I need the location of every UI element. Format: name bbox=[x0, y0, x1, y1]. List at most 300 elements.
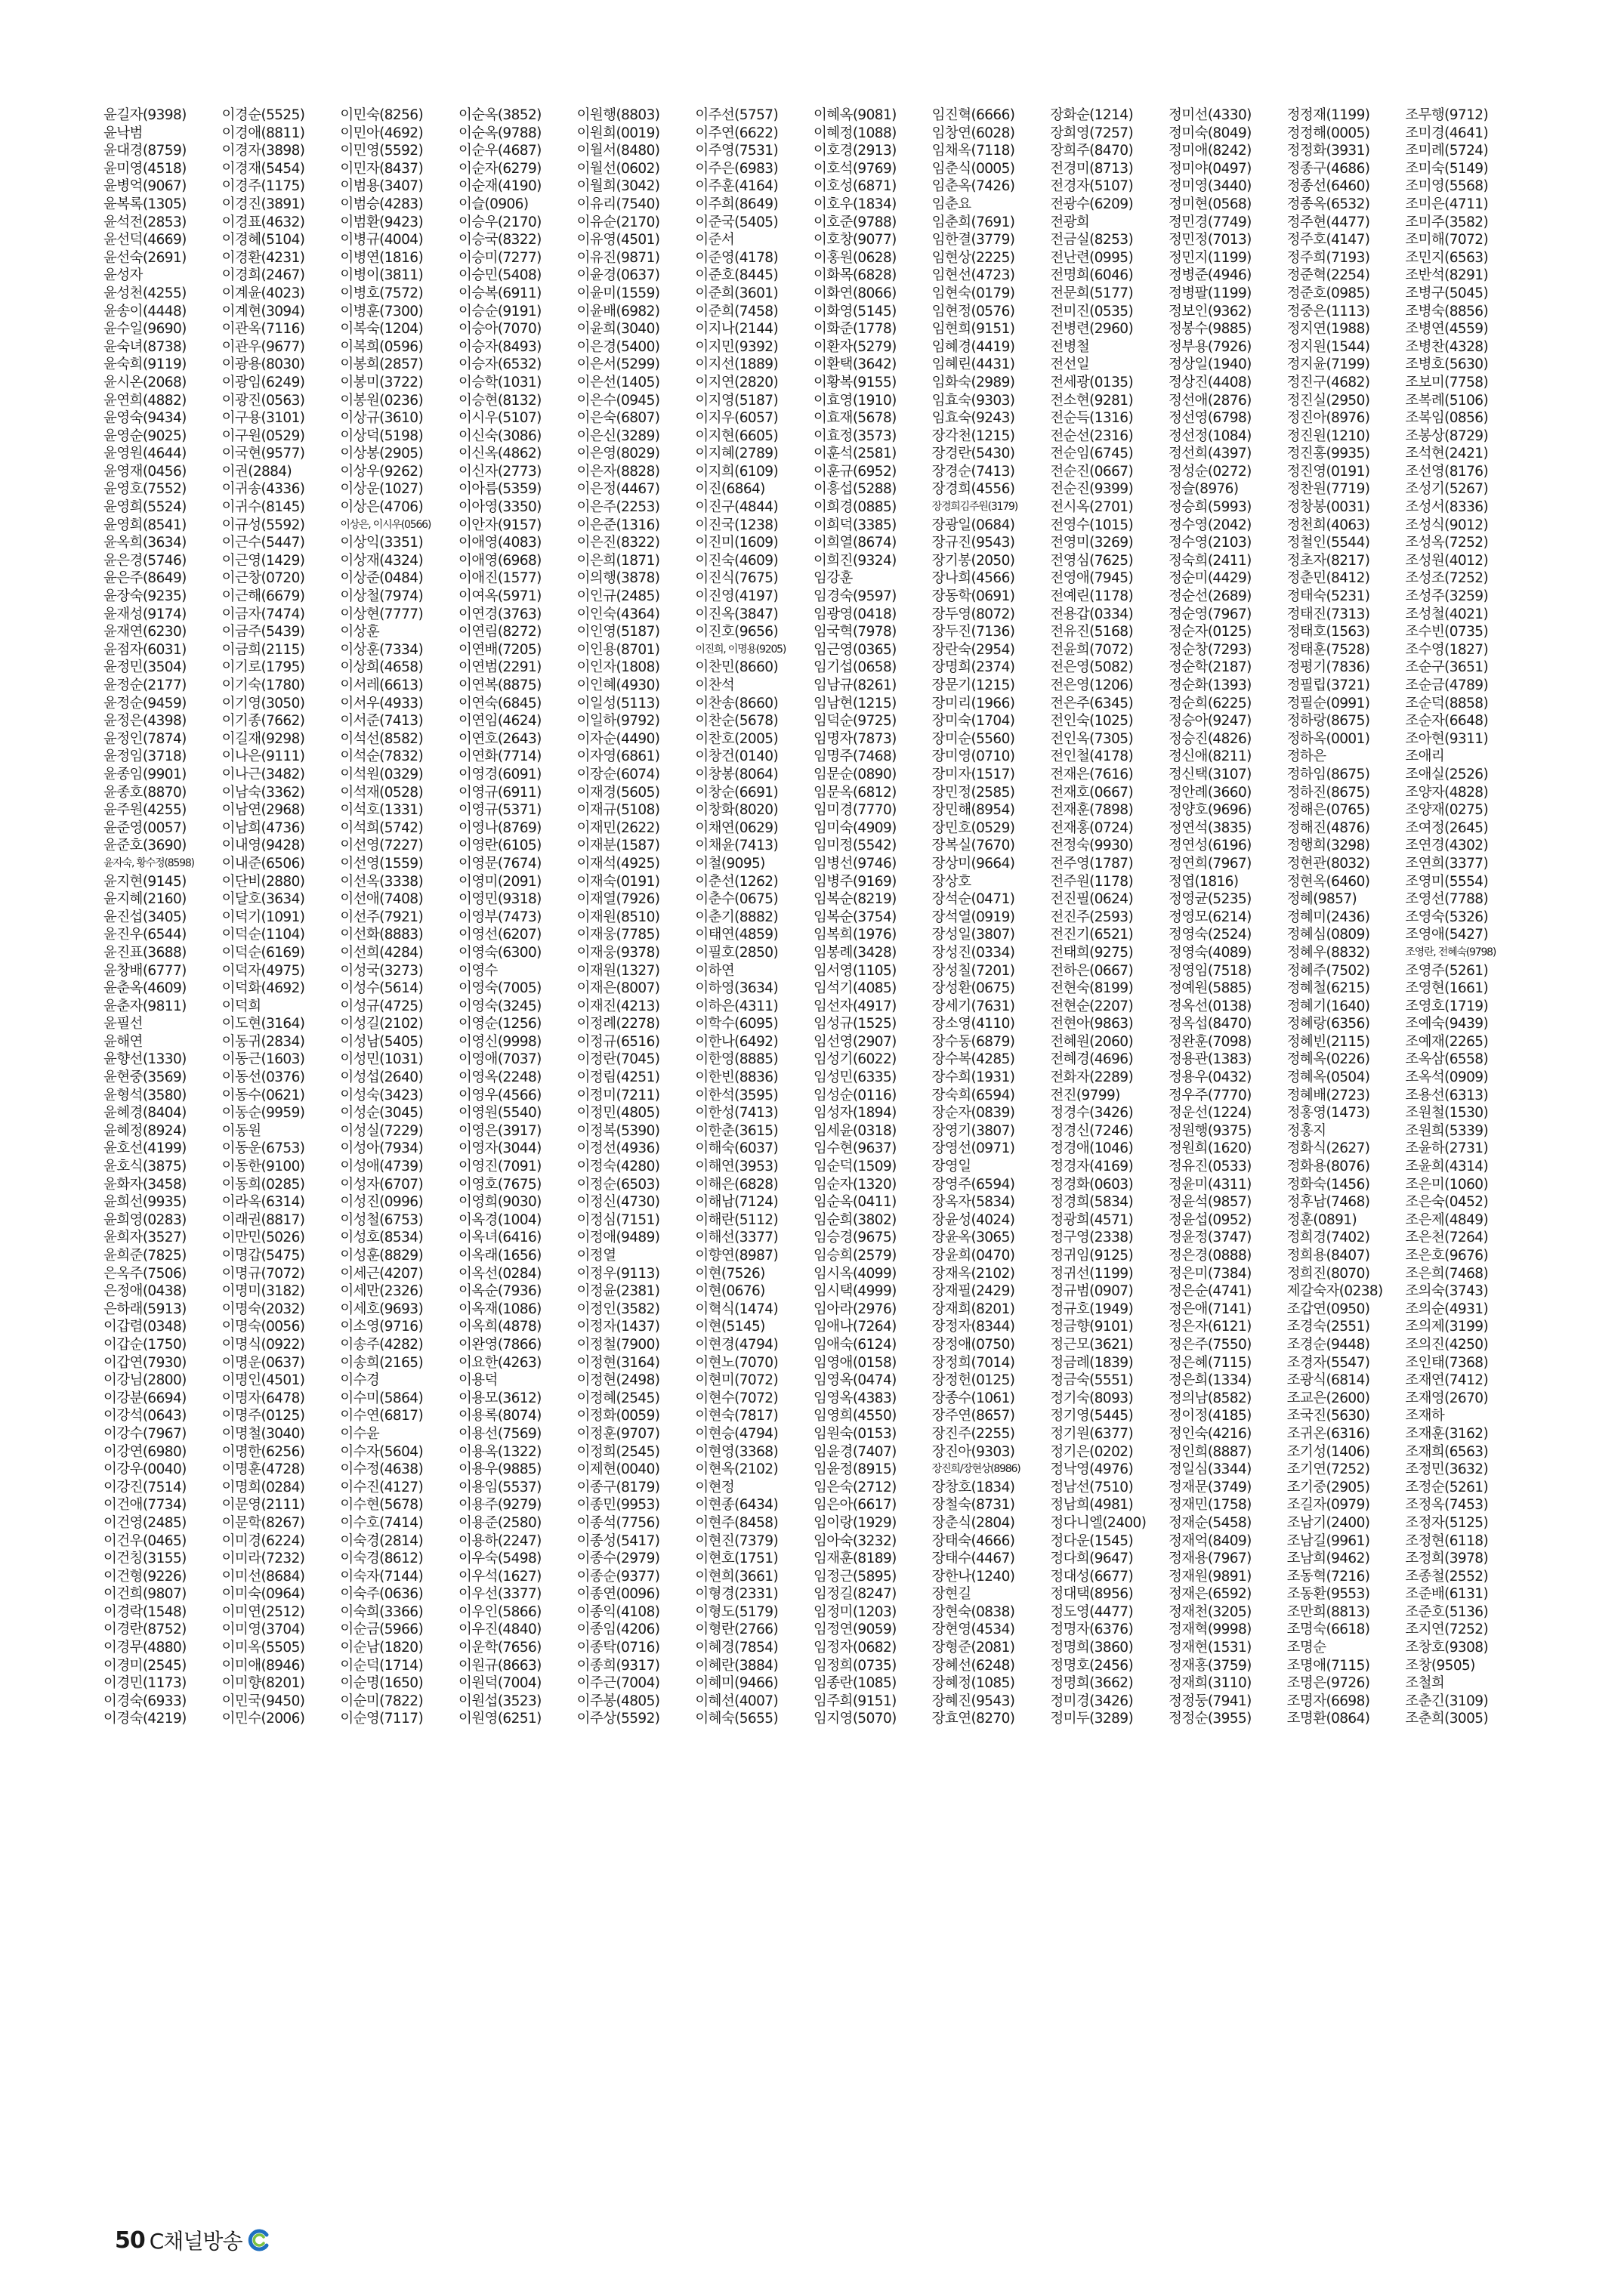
list-item: 임영옥(4383) bbox=[814, 1390, 897, 1406]
list-item: 이한나(6492) bbox=[695, 1033, 779, 1050]
list-item: 조보미(7758) bbox=[1405, 374, 1489, 390]
list-item: 정미두(3289) bbox=[1050, 1711, 1134, 1727]
list-item: 이경숙(6933) bbox=[103, 1693, 187, 1709]
list-item: 이인자(1808) bbox=[576, 659, 660, 676]
list-item: 이순금(5966) bbox=[340, 1622, 424, 1638]
name-column bbox=[1405, 106, 1524, 2134]
list-item: 이정현(3164) bbox=[576, 1354, 660, 1371]
list-item: 정평기(7836) bbox=[1286, 659, 1370, 676]
list-item: 장두영(8072) bbox=[931, 606, 1015, 622]
list-item: 이숙경(8612) bbox=[340, 1551, 424, 1567]
list-item: 임성규(1525) bbox=[814, 1016, 897, 1032]
list-item: 정정순(3955) bbox=[1169, 1711, 1252, 1727]
list-item: 조종철(2552) bbox=[1405, 1568, 1489, 1585]
list-item: 이동원 bbox=[221, 1122, 261, 1139]
list-item: 이신숙(3086) bbox=[458, 427, 542, 444]
list-item: 정찬원(7719) bbox=[1286, 481, 1370, 498]
list-item: 정미야(0497) bbox=[1169, 160, 1252, 177]
list-item: 정해진(4876) bbox=[1286, 819, 1370, 836]
list-item: 이환자(5279) bbox=[814, 338, 897, 355]
list-item: 이경순(5525) bbox=[221, 107, 305, 123]
list-item: 전재은(7616) bbox=[1050, 766, 1134, 782]
list-item: 이성실(7229) bbox=[340, 1122, 424, 1139]
list-item: 윤점자(6031) bbox=[103, 641, 187, 658]
list-item: 이흥섭(5288) bbox=[814, 481, 897, 498]
list-item: 이금자(7474) bbox=[221, 606, 305, 622]
list-item: 이화영(5145) bbox=[814, 303, 897, 319]
list-item: 임세윤(0318) bbox=[814, 1122, 897, 1139]
list-item: 장경란(5430) bbox=[931, 446, 1015, 462]
list-item: 이하은(4311) bbox=[695, 998, 779, 1014]
list-item: 정금례(1839) bbox=[1050, 1354, 1134, 1371]
list-item: 장기봉(2050) bbox=[931, 552, 1015, 569]
list-item: 이지영(5187) bbox=[695, 392, 779, 409]
list-item: 임현정(0576) bbox=[931, 303, 1015, 319]
list-item: 조여정(2645) bbox=[1405, 819, 1489, 836]
list-item: 조준배(6131) bbox=[1405, 1586, 1489, 1603]
list-item: 이동운(6753) bbox=[221, 1140, 305, 1157]
list-item: 장옥자(5834) bbox=[931, 1194, 1015, 1211]
list-item: 조창호(9308) bbox=[1405, 1640, 1489, 1656]
list-item: 조창(9505) bbox=[1405, 1657, 1475, 1674]
list-item: 정기은(0202) bbox=[1050, 1443, 1134, 1460]
list-item: 조영숙(5326) bbox=[1405, 909, 1489, 925]
list-item: 은옥주(7506) bbox=[103, 1265, 187, 1282]
list-item: 이문학(8267) bbox=[221, 1514, 305, 1531]
list-item: 이옥경(1004) bbox=[458, 1211, 542, 1228]
list-item: 윤성천(4255) bbox=[103, 285, 187, 301]
list-item: 이은경(5400) bbox=[576, 338, 660, 355]
list-item: 정승진(4826) bbox=[1169, 730, 1252, 747]
list-item: 이미애(8946) bbox=[221, 1657, 305, 1674]
list-item: 임성자(1894) bbox=[814, 1105, 897, 1122]
list-item: 정부용(7926) bbox=[1169, 338, 1252, 355]
list-item: 이복희(0596) bbox=[340, 338, 424, 355]
list-item: 이남희(4736) bbox=[221, 819, 305, 836]
list-item: 정재은(6592) bbox=[1169, 1586, 1252, 1603]
list-item: 윤창배(6777) bbox=[103, 962, 187, 979]
list-item: 정희경(7402) bbox=[1286, 1230, 1370, 1246]
list-item: 이경애(8811) bbox=[221, 125, 305, 141]
list-item: 이소영(9716) bbox=[340, 1319, 424, 1335]
list-item: 윤해연 bbox=[103, 1033, 143, 1050]
list-item: 이기로(1795) bbox=[221, 659, 305, 676]
list-item: 정혜주(7502) bbox=[1286, 962, 1370, 979]
list-item: 조정희(3978) bbox=[1405, 1551, 1489, 1567]
list-item: 임정자(0682) bbox=[814, 1640, 897, 1656]
list-item: 조명순 bbox=[1286, 1640, 1326, 1656]
list-item: 조순금(4789) bbox=[1405, 677, 1489, 693]
list-item: 임아라(2976) bbox=[814, 1301, 897, 1317]
list-item: 윤희영(0283) bbox=[103, 1211, 187, 1228]
list-item: 이혜정(1088) bbox=[814, 125, 897, 141]
list-item: 이종구(8179) bbox=[576, 1479, 660, 1495]
list-item: 윤장숙(9235) bbox=[103, 588, 187, 605]
list-item: 조미숙(5149) bbox=[1405, 160, 1489, 177]
list-item: 임정연(9059) bbox=[814, 1622, 897, 1638]
list-item: 이성자(6707) bbox=[340, 1176, 424, 1193]
list-item: 임진혁(6666) bbox=[931, 107, 1015, 123]
list-item: 이아름(5359) bbox=[458, 481, 542, 498]
list-item: 조교은(2600) bbox=[1286, 1390, 1370, 1406]
list-item: 이성순(3045) bbox=[340, 1105, 424, 1122]
list-item: 이정규(6516) bbox=[576, 1033, 660, 1050]
list-item: 정혜심(0809) bbox=[1286, 927, 1370, 943]
list-item: 윤재성(9174) bbox=[103, 606, 187, 622]
list-item: 이자영(6861) bbox=[576, 748, 660, 765]
list-item: 임병선(9746) bbox=[814, 855, 897, 872]
list-item: 이정열 bbox=[576, 1248, 616, 1264]
list-item: 조명숙(6618) bbox=[1286, 1622, 1370, 1638]
list-item: 장영선(0971) bbox=[931, 1140, 1015, 1157]
list-item: 전병철 bbox=[1050, 338, 1090, 355]
list-item: 임종란(1085) bbox=[814, 1675, 897, 1692]
list-item: 이현진(7379) bbox=[695, 1532, 779, 1549]
list-item: 이애영(4083) bbox=[458, 535, 542, 551]
list-item: 이명인(4501) bbox=[221, 1372, 305, 1389]
list-item: 전순임(6745) bbox=[1050, 446, 1134, 462]
list-item: 이금주(5439) bbox=[221, 624, 305, 640]
list-item: 윤희준(7825) bbox=[103, 1248, 187, 1264]
list-item: 이현경(4794) bbox=[695, 1336, 779, 1353]
list-item: 이병연(1816) bbox=[340, 249, 424, 266]
list-item: 임현희(9151) bbox=[931, 321, 1015, 338]
list-item: 임경숙(9597) bbox=[814, 588, 897, 605]
list-item: 조은제(4849) bbox=[1405, 1211, 1489, 1228]
list-item: 정홍영(1473) bbox=[1286, 1105, 1370, 1122]
list-item: 이봉원(0236) bbox=[340, 392, 424, 409]
name-column bbox=[1287, 106, 1406, 2134]
list-item: 정용우(0432) bbox=[1169, 1069, 1252, 1086]
list-item: 윤정민(3504) bbox=[103, 659, 187, 676]
list-item: 윤낙범 bbox=[103, 125, 143, 141]
list-item: 전윤희(7072) bbox=[1050, 641, 1134, 658]
list-item: 윤지혜(2160) bbox=[103, 891, 187, 908]
list-item: 임윤경(7407) bbox=[814, 1443, 897, 1460]
list-item: 전혜원(2060) bbox=[1050, 1033, 1134, 1050]
list-item: 정미숙(8049) bbox=[1169, 125, 1252, 141]
list-item: 이정화(0059) bbox=[576, 1408, 660, 1424]
list-item: 이해선(3377) bbox=[695, 1230, 779, 1246]
list-item: 정재순(5458) bbox=[1169, 1514, 1252, 1531]
list-item: 정양호(9696) bbox=[1169, 802, 1252, 819]
list-item: 정우주(7770) bbox=[1169, 1087, 1252, 1103]
list-item: 이성규(4725) bbox=[340, 998, 424, 1014]
list-item: 윤필선 bbox=[103, 1016, 143, 1032]
list-item: 이정민(4805) bbox=[576, 1105, 660, 1122]
list-item: 이정애(9489) bbox=[576, 1230, 660, 1246]
list-item: 정유진(0533) bbox=[1169, 1159, 1252, 1175]
list-item: 조의진(4250) bbox=[1405, 1336, 1489, 1353]
list-item: 이순영(7117) bbox=[340, 1711, 424, 1727]
list-item: 이내준(6506) bbox=[221, 855, 305, 872]
list-item: 윤시온(2068) bbox=[103, 374, 187, 390]
list-item: 정경화(0603) bbox=[1050, 1176, 1134, 1193]
list-item: 정주희(7193) bbox=[1286, 249, 1370, 266]
list-item: 조병구(5045) bbox=[1405, 285, 1489, 301]
list-item: 윤연희(4882) bbox=[103, 392, 187, 409]
list-item: 이숙경(2814) bbox=[340, 1532, 424, 1549]
list-item: 이정인(3582) bbox=[576, 1301, 660, 1317]
list-item: 정훈(0891) bbox=[1286, 1211, 1357, 1228]
list-item: 임남현(1215) bbox=[814, 695, 897, 711]
list-item: 조순자(6648) bbox=[1405, 713, 1489, 730]
list-item: 이달호(3634) bbox=[221, 891, 305, 908]
list-item: 이정현(2498) bbox=[576, 1372, 660, 1389]
list-item: 이유순(2170) bbox=[576, 214, 660, 230]
list-item: 정행희(3298) bbox=[1286, 838, 1370, 854]
list-item: 이혜경(7854) bbox=[695, 1640, 779, 1656]
list-item: 정현옥(6460) bbox=[1286, 873, 1370, 890]
list-item: 이건칭(3155) bbox=[103, 1551, 187, 1567]
list-item: 임지영(5070) bbox=[814, 1711, 897, 1727]
list-item: 이준호(8445) bbox=[695, 267, 779, 284]
list-item: 이현(5145) bbox=[695, 1319, 765, 1335]
list-item: 이종순(9377) bbox=[576, 1568, 660, 1585]
list-item: 조준호(5136) bbox=[1405, 1603, 1489, 1620]
list-item: 임시옥(4099) bbox=[814, 1265, 897, 1282]
list-item: 이시우(5107) bbox=[458, 410, 542, 427]
list-item: 이인규(2485) bbox=[576, 588, 660, 605]
list-item: 정정둥(7941) bbox=[1169, 1693, 1252, 1709]
list-item: 정규호(1949) bbox=[1050, 1301, 1134, 1317]
list-item: 이지우(6057) bbox=[695, 410, 779, 427]
list-item: 이준희(3601) bbox=[695, 285, 779, 301]
list-item: 이세호(9693) bbox=[340, 1301, 424, 1317]
list-item: 이상철(7974) bbox=[340, 588, 424, 605]
list-item: 장문기(1215) bbox=[931, 677, 1015, 693]
list-item: 임애숙(6124) bbox=[814, 1336, 897, 1353]
list-item: 이월서(8480) bbox=[576, 143, 660, 159]
list-item: 이석재(0528) bbox=[340, 784, 424, 801]
list-item: 이환택(3642) bbox=[814, 356, 897, 373]
list-item: 이건우(0465) bbox=[103, 1532, 187, 1549]
list-item: 정구영(2338) bbox=[1050, 1230, 1134, 1246]
list-item: 조미해(7072) bbox=[1405, 232, 1489, 248]
list-item: 전문희(5177) bbox=[1050, 285, 1134, 301]
list-item: 이현영(3368) bbox=[695, 1443, 779, 1460]
list-item: 이은주(2253) bbox=[576, 499, 660, 516]
list-item: 전진기(6521) bbox=[1050, 927, 1134, 943]
list-item: 임문옥(6812) bbox=[814, 784, 897, 801]
list-item: 이종민(9953) bbox=[576, 1497, 660, 1514]
list-item: 이정자(1437) bbox=[576, 1319, 660, 1335]
list-item: 임봉례(3428) bbox=[814, 944, 897, 961]
list-item: 이원섭(3523) bbox=[458, 1693, 542, 1709]
list-item: 이순옥(9788) bbox=[458, 125, 542, 141]
list-item: 정연희(7967) bbox=[1169, 855, 1252, 872]
list-item: 정민정(7013) bbox=[1169, 232, 1252, 248]
list-item: 이주희(8649) bbox=[695, 196, 779, 212]
list-item: 이호석(9769) bbox=[814, 160, 897, 177]
list-item: 이만민(5026) bbox=[221, 1230, 305, 1246]
list-item: 이채윤(7413) bbox=[695, 838, 779, 854]
list-item: 이명주(0125) bbox=[221, 1408, 305, 1424]
list-item: 이종익(4108) bbox=[576, 1603, 660, 1620]
list-item: 이명운(0637) bbox=[221, 1354, 305, 1371]
list-item: 이형도(5179) bbox=[695, 1603, 779, 1620]
list-item: 윤은경(5746) bbox=[103, 552, 187, 569]
list-item: 전미진(0535) bbox=[1050, 303, 1134, 319]
list-item: 이영진(7091) bbox=[458, 1159, 542, 1175]
list-item: 이강님(2800) bbox=[103, 1372, 187, 1389]
list-item: 정인숙(4216) bbox=[1169, 1425, 1252, 1442]
list-item: 정희진(8070) bbox=[1286, 1265, 1370, 1282]
list-item: 이봉미(3722) bbox=[340, 374, 424, 390]
list-item: 정경자(4169) bbox=[1050, 1159, 1134, 1175]
list-item: 조순덕(8858) bbox=[1405, 695, 1489, 711]
list-item: 장두진(7136) bbox=[931, 624, 1015, 640]
list-item: 이성아(7934) bbox=[340, 1140, 424, 1157]
list-item: 이도현(3164) bbox=[221, 1016, 305, 1032]
list-item: 이승우(2170) bbox=[458, 214, 542, 230]
list-item: 이영호(7675) bbox=[458, 1176, 542, 1193]
list-item: 정종구(4686) bbox=[1286, 160, 1370, 177]
list-item: 이호창(9077) bbox=[814, 232, 897, 248]
list-item: 이미라(7232) bbox=[221, 1551, 305, 1567]
list-item: 조재연(7412) bbox=[1405, 1372, 1489, 1389]
list-item: 조재하 bbox=[1405, 1408, 1445, 1424]
list-item: 이미영(3704) bbox=[221, 1622, 305, 1638]
list-item: 이용록(8074) bbox=[458, 1408, 542, 1424]
list-item: 정대택(8956) bbox=[1050, 1586, 1134, 1603]
list-item: 임윤정(8915) bbox=[814, 1461, 897, 1478]
list-item: 이순남(1820) bbox=[340, 1640, 424, 1656]
list-item: 조춘희(3005) bbox=[1405, 1711, 1489, 1727]
list-item: 이덕자(4975) bbox=[221, 962, 305, 979]
name-list-grid bbox=[103, 106, 1524, 2134]
list-item: 정옥섭(8470) bbox=[1169, 1016, 1252, 1032]
list-item: 이서우(4933) bbox=[340, 695, 424, 711]
list-item: 임성민(6335) bbox=[814, 1069, 897, 1086]
list-item: 조민지(6563) bbox=[1405, 249, 1489, 266]
list-item: 조선영(8176) bbox=[1405, 463, 1489, 480]
list-item: 장진희/장현상(8986) bbox=[931, 1463, 1020, 1476]
list-item: 장미자(1517) bbox=[931, 766, 1015, 782]
list-item: 이진숙(4609) bbox=[695, 552, 779, 569]
list-item: 이명숙(0056) bbox=[221, 1319, 305, 1335]
list-item: 정경희(5834) bbox=[1050, 1194, 1134, 1211]
list-item: 이숙주(0636) bbox=[340, 1586, 424, 1603]
list-item: 조병연(4559) bbox=[1405, 321, 1489, 338]
list-item: 이현정 bbox=[695, 1479, 735, 1495]
list-item: 윤숙희(9119) bbox=[103, 356, 187, 373]
list-item: 이구용(3101) bbox=[221, 410, 305, 427]
list-item: 정혜철(6215) bbox=[1286, 980, 1370, 997]
list-item: 전현숙(8199) bbox=[1050, 980, 1134, 997]
list-item: 이성국(3273) bbox=[340, 962, 424, 979]
list-item: 정일심(3344) bbox=[1169, 1461, 1252, 1478]
list-item: 정철인(5544) bbox=[1286, 535, 1370, 551]
list-item: 이한석(3595) bbox=[695, 1087, 779, 1103]
list-item: 이명규(7072) bbox=[221, 1265, 305, 1282]
list-item: 장석열(0919) bbox=[931, 909, 1015, 925]
list-item: 임명주(7468) bbox=[814, 748, 897, 765]
list-item: 이준영(4178) bbox=[695, 249, 779, 266]
list-item: 정은주(7550) bbox=[1169, 1336, 1252, 1353]
list-item: 이명식(0922) bbox=[221, 1336, 305, 1353]
list-item: 정진아(8976) bbox=[1286, 410, 1370, 427]
list-item: 이태연(4859) bbox=[695, 927, 779, 943]
list-item: 이채연(0629) bbox=[695, 819, 779, 836]
list-item: 임명자(7873) bbox=[814, 730, 897, 747]
list-item: 임혜린(4431) bbox=[931, 356, 1015, 373]
list-item: 장재희(8201) bbox=[931, 1301, 1015, 1317]
list-item: 이상준(0484) bbox=[340, 570, 424, 587]
list-item: 조경숙(2551) bbox=[1286, 1319, 1370, 1335]
list-item: 이재숙(0191) bbox=[576, 873, 660, 890]
list-item: 임병주(9169) bbox=[814, 873, 897, 890]
list-item: 이규성(5592) bbox=[221, 517, 305, 533]
list-item: 임창연(6028) bbox=[931, 125, 1015, 141]
list-item: 임성기(6022) bbox=[814, 1051, 897, 1068]
list-item: 조성기(5267) bbox=[1405, 481, 1489, 498]
list-item: 이현승(4794) bbox=[695, 1425, 779, 1442]
list-item: 이지나(2144) bbox=[695, 321, 779, 338]
list-item: 조예숙(9439) bbox=[1405, 1016, 1489, 1032]
list-item: 이명갑(5475) bbox=[221, 1248, 305, 1264]
list-item: 이혜선(4007) bbox=[695, 1693, 779, 1709]
list-item: 이근해(6679) bbox=[221, 588, 305, 605]
list-item: 조연경(4302) bbox=[1405, 838, 1489, 854]
list-item: 정완훈(7098) bbox=[1169, 1033, 1252, 1050]
list-item: 이준국(5405) bbox=[695, 214, 779, 230]
list-item: 이세근(4207) bbox=[340, 1265, 424, 1282]
list-item: 이민영(5592) bbox=[340, 143, 424, 159]
list-item: 장정희(7014) bbox=[931, 1354, 1015, 1371]
list-item: 이영순(1256) bbox=[458, 1016, 542, 1032]
list-item: 장혜정(1085) bbox=[931, 1675, 1015, 1692]
list-item: 이진식(7675) bbox=[695, 570, 779, 587]
list-item: 이효재(5678) bbox=[814, 410, 897, 427]
list-item: 이경희(2467) bbox=[221, 267, 305, 284]
list-item: 이미옥(5505) bbox=[221, 1640, 305, 1656]
list-item: 임기섭(0658) bbox=[814, 659, 897, 676]
list-item: 조재훈(3162) bbox=[1405, 1425, 1489, 1442]
list-item: 장효연(8270) bbox=[931, 1711, 1015, 1727]
list-item: 이경주(1175) bbox=[221, 178, 305, 195]
list-item: 조봉상(8729) bbox=[1405, 427, 1489, 444]
list-item: 정재억(8409) bbox=[1169, 1532, 1252, 1549]
list-item: 이광용(8030) bbox=[221, 356, 305, 373]
list-item: 조철희 bbox=[1405, 1675, 1445, 1692]
list-item: 정주현(4477) bbox=[1286, 214, 1370, 230]
list-item: 이은서(5299) bbox=[576, 356, 660, 373]
list-item: 임현숙(0179) bbox=[931, 285, 1015, 301]
list-item: 조성식(9012) bbox=[1405, 517, 1489, 533]
list-item: 은하래(5913) bbox=[103, 1301, 187, 1317]
list-item: 정정재(1199) bbox=[1286, 107, 1370, 123]
list-item: 이은자(8828) bbox=[576, 463, 660, 480]
list-item: 윤재연(6230) bbox=[103, 624, 187, 640]
list-item: 윤영희(8541) bbox=[103, 517, 187, 533]
list-item: 이송주(4282) bbox=[340, 1336, 424, 1353]
list-item: 이정란(7045) bbox=[576, 1051, 660, 1068]
list-item: 이덕순(1104) bbox=[221, 927, 305, 943]
list-item: 정태호(1563) bbox=[1286, 624, 1370, 640]
list-item: 전난련(0995) bbox=[1050, 249, 1134, 266]
list-item: 이현(0676) bbox=[695, 1283, 765, 1300]
list-item: 이경재(5454) bbox=[221, 160, 305, 177]
list-item: 이승민(5408) bbox=[458, 267, 542, 284]
list-item: 이강석(0643) bbox=[103, 1408, 187, 1424]
list-item: 장윤희(0470) bbox=[931, 1248, 1015, 1264]
list-item: 이서준(7413) bbox=[340, 713, 424, 730]
page-number: 50 bbox=[115, 2227, 145, 2254]
list-item: 정옥선(0138) bbox=[1169, 998, 1252, 1014]
list-item: 이유영(4501) bbox=[576, 232, 660, 248]
list-item: 임문순(0890) bbox=[814, 766, 897, 782]
